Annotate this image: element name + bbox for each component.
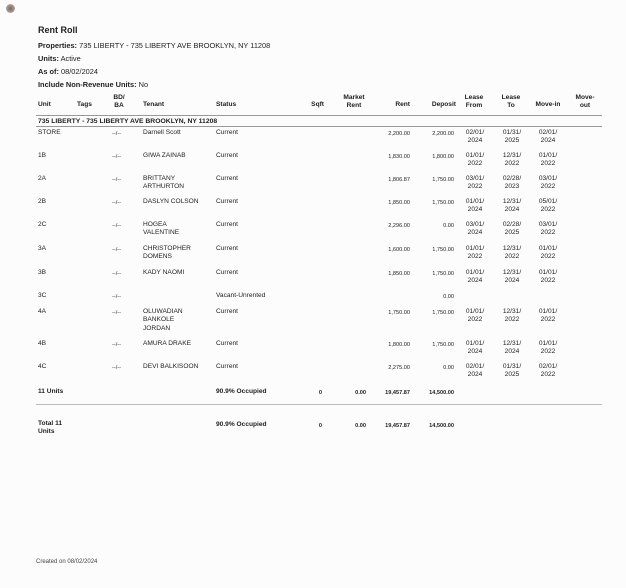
total-label-line2: Units (38, 428, 55, 436)
lease-from-cell-line-2: 2024 (467, 371, 483, 379)
as-of-label: As of: (38, 67, 59, 76)
lease-from-cell (459, 269, 491, 286)
lease-to-cell-line-2: 2025 (504, 137, 520, 145)
status-cell: Current (216, 175, 238, 182)
deposit-cell: 0.00 (443, 223, 454, 229)
move-in-cell (532, 340, 564, 357)
move-in-cell-line-1: 01/01/ (538, 340, 558, 347)
lease-from-cell-line-2: 2022 (467, 160, 483, 168)
lease-from-cell-line-2: 2024 (467, 277, 483, 285)
unit-cell: 3A (38, 245, 47, 252)
lease-to-cell-line-2: 2022 (504, 316, 520, 324)
lease-to-cell-line-2: 2022 (504, 160, 520, 168)
lease-to-cell-line-2: 2022 (504, 253, 520, 261)
rent-cell: 1,850.00 (388, 200, 410, 206)
lease-to-cell-line-1: 12/31/ (502, 152, 522, 159)
lease-to-cell (496, 152, 528, 169)
unit-cell: STORE (38, 129, 61, 136)
rent-cell: 2,296.00 (388, 223, 410, 229)
tenant-line-1: DASLYN COLSON (143, 198, 199, 205)
deposit-cell: 1,750.00 (432, 177, 454, 183)
lease-to-cell-line-2: 2025 (504, 229, 520, 237)
tenant-cell (143, 269, 184, 277)
unit-cell: 4C (38, 363, 47, 370)
lease-from-cell-line-1: 02/01/ (465, 129, 485, 136)
col-status: Status (216, 101, 237, 108)
lease-from-cell-line-2: 2024 (467, 348, 483, 356)
col-lease-from-line2: From (465, 102, 483, 110)
lease-from-cell-line-2: 2024 (467, 137, 483, 145)
unit-cell: 1B (38, 152, 47, 159)
move-in-cell-line-1: 03/01/ (538, 175, 558, 182)
units-label: Units: (38, 54, 59, 63)
as-of-line (38, 67, 98, 76)
lease-from-cell-line-1: 01/01/ (465, 269, 485, 276)
tenant-line-3: JORDAN (143, 324, 171, 332)
col-lease-to (496, 94, 526, 111)
lease-to-cell-line-1: 02/28/ (502, 221, 522, 228)
lease-to-cell (496, 129, 528, 146)
col-move-out-line2: out (579, 102, 591, 110)
status-cell: Current (216, 340, 238, 347)
bdba-cell: --/-- (112, 365, 122, 371)
non-revenue-label: Include Non-Revenue Units: (38, 80, 137, 89)
units-line (38, 54, 81, 63)
bdba-cell: --/-- (112, 131, 122, 137)
deposit-cell: 1,750.00 (432, 200, 454, 206)
move-in-cell-line-2: 2022 (540, 316, 556, 324)
non-revenue-line (38, 80, 148, 89)
lease-to-cell (496, 308, 528, 325)
bdba-cell: --/-- (112, 294, 122, 300)
lease-from-cell-line-2: 2024 (467, 206, 483, 214)
rent-cell: 1,850.00 (388, 271, 410, 277)
move-in-cell-line-2: 2022 (540, 206, 556, 214)
lease-to-cell-line-1: 12/31/ (502, 308, 522, 315)
move-in-cell-line-1: 03/01/ (538, 221, 558, 228)
deposit-cell: 2,200.00 (432, 131, 454, 137)
move-in-cell-line-2: 2022 (540, 229, 556, 237)
total-label-line1: Total 11 (38, 420, 63, 427)
tenant-cell (143, 245, 191, 262)
status-cell: Vacant-Unrented (216, 292, 266, 299)
col-unit: Unit (38, 101, 51, 108)
punch-hole-mark (6, 4, 15, 13)
lease-to-cell (496, 340, 528, 357)
tenant-cell (143, 198, 199, 206)
move-in-cell-line-1: 01/01/ (538, 245, 558, 252)
tenant-line-1: KADY NAOMI (143, 269, 185, 276)
status-cell: Current (216, 221, 238, 228)
unit-cell: 3B (38, 269, 47, 276)
col-deposit: Deposit (431, 101, 456, 108)
rent-cell: 1,806.87 (388, 177, 410, 183)
lease-to-cell-line-2: 2024 (504, 277, 520, 285)
rent-cell: 1,600.00 (388, 247, 410, 253)
deposit-cell: 0.00 (443, 294, 454, 300)
non-revenue-value: No (138, 80, 149, 89)
lease-from-cell (459, 175, 491, 192)
tenant-cell (143, 363, 198, 371)
bdba-cell: --/-- (112, 271, 122, 277)
lease-from-cell-line-1: 02/01/ (465, 363, 485, 370)
bdba-cell: --/-- (112, 177, 122, 183)
lease-to-cell-line-2: 2024 (504, 206, 520, 214)
lease-from-cell (459, 152, 491, 169)
subtotal-market-rent: 0.00 (355, 390, 366, 396)
move-in-cell-line-2: 2024 (540, 137, 556, 145)
move-in-cell (532, 269, 564, 286)
deposit-cell: 1,750.00 (432, 271, 454, 277)
deposit-cell: 1,750.00 (432, 310, 454, 316)
lease-to-cell (496, 198, 528, 215)
lease-from-cell (459, 340, 491, 357)
move-in-cell-line-1: 02/01/ (538, 363, 558, 370)
lease-from-cell-line-2: 2024 (467, 229, 483, 237)
move-in-cell-line-1: 01/01/ (538, 308, 558, 315)
total-market-rent: 0.00 (355, 423, 366, 429)
status-cell: Current (216, 198, 238, 205)
tenant-line-1: HOGEA (143, 221, 167, 228)
col-bdba-line2: BA (114, 102, 124, 110)
tenant-line-1: DEVI BALKISOON (143, 363, 199, 370)
lease-to-cell-line-1: 12/31/ (502, 198, 522, 205)
move-in-cell-line-1: 01/01/ (538, 152, 558, 159)
lease-from-cell-line-1: 01/01/ (465, 152, 485, 159)
move-in-cell-line-1: 02/01/ (538, 129, 558, 136)
properties-line (38, 41, 270, 50)
total-label (38, 420, 62, 437)
tenant-line-2: BANKOLE (143, 316, 175, 324)
col-bdba-line1: BD/ (113, 94, 125, 101)
unit-cell: 4B (38, 340, 47, 347)
bdba-cell: --/-- (112, 247, 122, 253)
unit-cell: 3C (38, 292, 47, 299)
tenant-cell (143, 152, 186, 160)
tenant-line-1: BRITTANY (143, 175, 176, 182)
deposit-cell: 1,800.00 (432, 154, 454, 160)
lease-from-cell (459, 221, 491, 238)
move-in-cell-line-2: 2022 (540, 348, 556, 356)
rent-cell: 2,200.00 (388, 131, 410, 137)
lease-to-cell (496, 175, 528, 192)
lease-from-cell-line-1: 01/01/ (465, 308, 485, 315)
move-in-cell-line-2: 2022 (540, 183, 556, 191)
lease-from-cell (459, 198, 491, 215)
total-rule (36, 404, 602, 405)
move-in-cell-line-2: 2022 (540, 253, 556, 261)
col-market-line1: Market (343, 94, 365, 101)
total-sqft: 0 (318, 423, 322, 429)
col-lease-to-line1: Lease (501, 94, 521, 101)
properties-label: Properties: (38, 41, 78, 50)
move-in-cell-line-2: 2022 (540, 371, 556, 379)
col-move-out-line1: Move- (575, 94, 595, 101)
lease-from-cell-line-1: 03/01/ (465, 221, 485, 228)
move-in-cell (532, 198, 564, 215)
move-in-cell (532, 221, 564, 238)
move-in-cell (532, 152, 564, 169)
lease-to-cell (496, 269, 528, 286)
col-tenant: Tenant (143, 101, 165, 108)
subtotal-deposit: 14,500.00 (429, 390, 454, 396)
lease-from-cell-line-1: 01/01/ (465, 198, 485, 205)
lease-to-cell-line-2: 2025 (504, 371, 520, 379)
move-in-cell-line-1: 05/01/ (538, 198, 558, 205)
total-rent: 19,457.87 (385, 423, 410, 429)
lease-to-cell-line-1: 12/31/ (502, 269, 522, 276)
tenant-line-2: ARTHURTON (143, 183, 185, 191)
subtotal-rent: 19,457.87 (385, 390, 410, 396)
lease-to-cell-line-1: 01/31/ (502, 129, 522, 136)
tenant-line-1: Darnell Scott (143, 129, 181, 136)
lease-from-cell-line-2: 2022 (467, 316, 483, 324)
rent-cell: 1,800.00 (388, 342, 410, 348)
move-in-cell-line-1: 01/01/ (538, 269, 558, 276)
lease-from-cell-line-1: 01/01/ (465, 245, 485, 252)
bdba-cell: --/-- (112, 342, 122, 348)
lease-to-cell (496, 245, 528, 262)
col-lease-from-line1: Lease (464, 94, 484, 101)
unit-cell: 4A (38, 308, 47, 315)
tenant-line-1: CHRISTOPHER (143, 245, 191, 252)
tenant-cell (143, 221, 179, 238)
lease-from-cell (459, 363, 491, 380)
col-tags: Tags (77, 101, 92, 108)
rent-cell: 1,750.00 (388, 310, 410, 316)
lease-from-cell (459, 245, 491, 262)
report-title: Rent Roll (38, 25, 78, 35)
tenant-line-2: DOMENS (143, 253, 172, 261)
lease-to-cell-line-1: 12/31/ (502, 245, 522, 252)
lease-from-cell (459, 129, 491, 146)
tenant-cell (143, 308, 183, 333)
lease-to-cell-line-1: 12/31/ (502, 340, 522, 347)
tenant-cell (143, 340, 191, 348)
status-cell: Current (216, 245, 238, 252)
lease-from-cell-line-2: 2022 (467, 183, 483, 191)
lease-from-cell-line-2: 2022 (467, 253, 483, 261)
created-on-footer: Created on 08/02/2024 (36, 559, 98, 565)
group-rule (36, 126, 602, 127)
lease-from-cell (459, 308, 491, 325)
bdba-cell: --/-- (112, 223, 122, 229)
move-in-cell (532, 308, 564, 325)
total-occupancy: 90.9% Occupied (216, 421, 267, 428)
col-lease-from (459, 94, 489, 111)
deposit-cell: 1,750.00 (432, 342, 454, 348)
status-cell: Current (216, 129, 238, 136)
unit-cell: 2B (38, 198, 47, 205)
subtotal-sqft: 0 (318, 390, 322, 396)
col-move-in: Move-in (535, 101, 561, 108)
bdba-cell: --/-- (112, 154, 122, 160)
lease-from-cell-line-1: 03/01/ (465, 175, 485, 182)
tenant-line-1: OLUWADIAN (143, 308, 183, 315)
header-rule (36, 115, 602, 116)
units-value: Active (60, 54, 81, 63)
lease-to-cell-line-1: 01/31/ (502, 363, 522, 370)
subtotal-occupancy: 90.9% Occupied (216, 388, 267, 395)
tenant-cell (143, 129, 181, 137)
status-cell: Current (216, 308, 238, 315)
status-cell: Current (216, 269, 238, 276)
deposit-cell: 0.00 (443, 365, 454, 371)
subtotal-label: 11 Units (38, 388, 64, 395)
lease-to-cell (496, 221, 528, 238)
bdba-cell: --/-- (112, 200, 122, 206)
col-lease-to-line2: To (507, 102, 515, 110)
col-rent: Rent (395, 101, 410, 108)
unit-cell: 2C (38, 221, 47, 228)
col-bdba (108, 94, 130, 111)
status-cell: Current (216, 152, 238, 159)
total-deposit: 14,500.00 (429, 423, 454, 429)
col-market-line2: Rent (346, 102, 362, 110)
move-in-cell (532, 245, 564, 262)
deposit-cell: 1,750.00 (432, 247, 454, 253)
col-move-out (570, 94, 600, 111)
rent-cell: 1,830.00 (388, 154, 410, 160)
tenant-line-2: VALENTINE (143, 229, 180, 237)
move-in-cell-line-2: 2022 (540, 277, 556, 285)
status-cell: Current (216, 363, 238, 370)
unit-cell: 2A (38, 175, 47, 182)
move-in-cell (532, 175, 564, 192)
tenant-line-1: AMURA DRAKE (143, 340, 191, 347)
tenant-line-1: GIWA ZAINAB (143, 152, 186, 159)
move-in-cell (532, 363, 564, 380)
tenant-cell (143, 175, 184, 192)
as-of-value: 08/02/2024 (61, 67, 99, 76)
lease-from-cell-line-1: 01/01/ (465, 340, 485, 347)
lease-to-cell (496, 363, 528, 380)
property-group-header: 735 LIBERTY - 735 LIBERTY AVE BROOKLYN, NY 11208 (38, 118, 218, 125)
col-sqft: Sqft (311, 101, 324, 108)
move-in-cell-line-2: 2022 (540, 160, 556, 168)
lease-to-cell-line-2: 2023 (504, 183, 520, 191)
col-market-rent (334, 94, 374, 111)
lease-to-cell-line-2: 2024 (504, 348, 520, 356)
bdba-cell: --/-- (112, 310, 122, 316)
lease-to-cell-line-1: 02/28/ (502, 175, 522, 182)
properties-value: 735 LIBERTY - 735 LIBERTY AVE BROOKLYN, NY 11208 (79, 41, 271, 50)
rent-cell: 2,275.00 (388, 365, 410, 371)
move-in-cell (532, 129, 564, 146)
